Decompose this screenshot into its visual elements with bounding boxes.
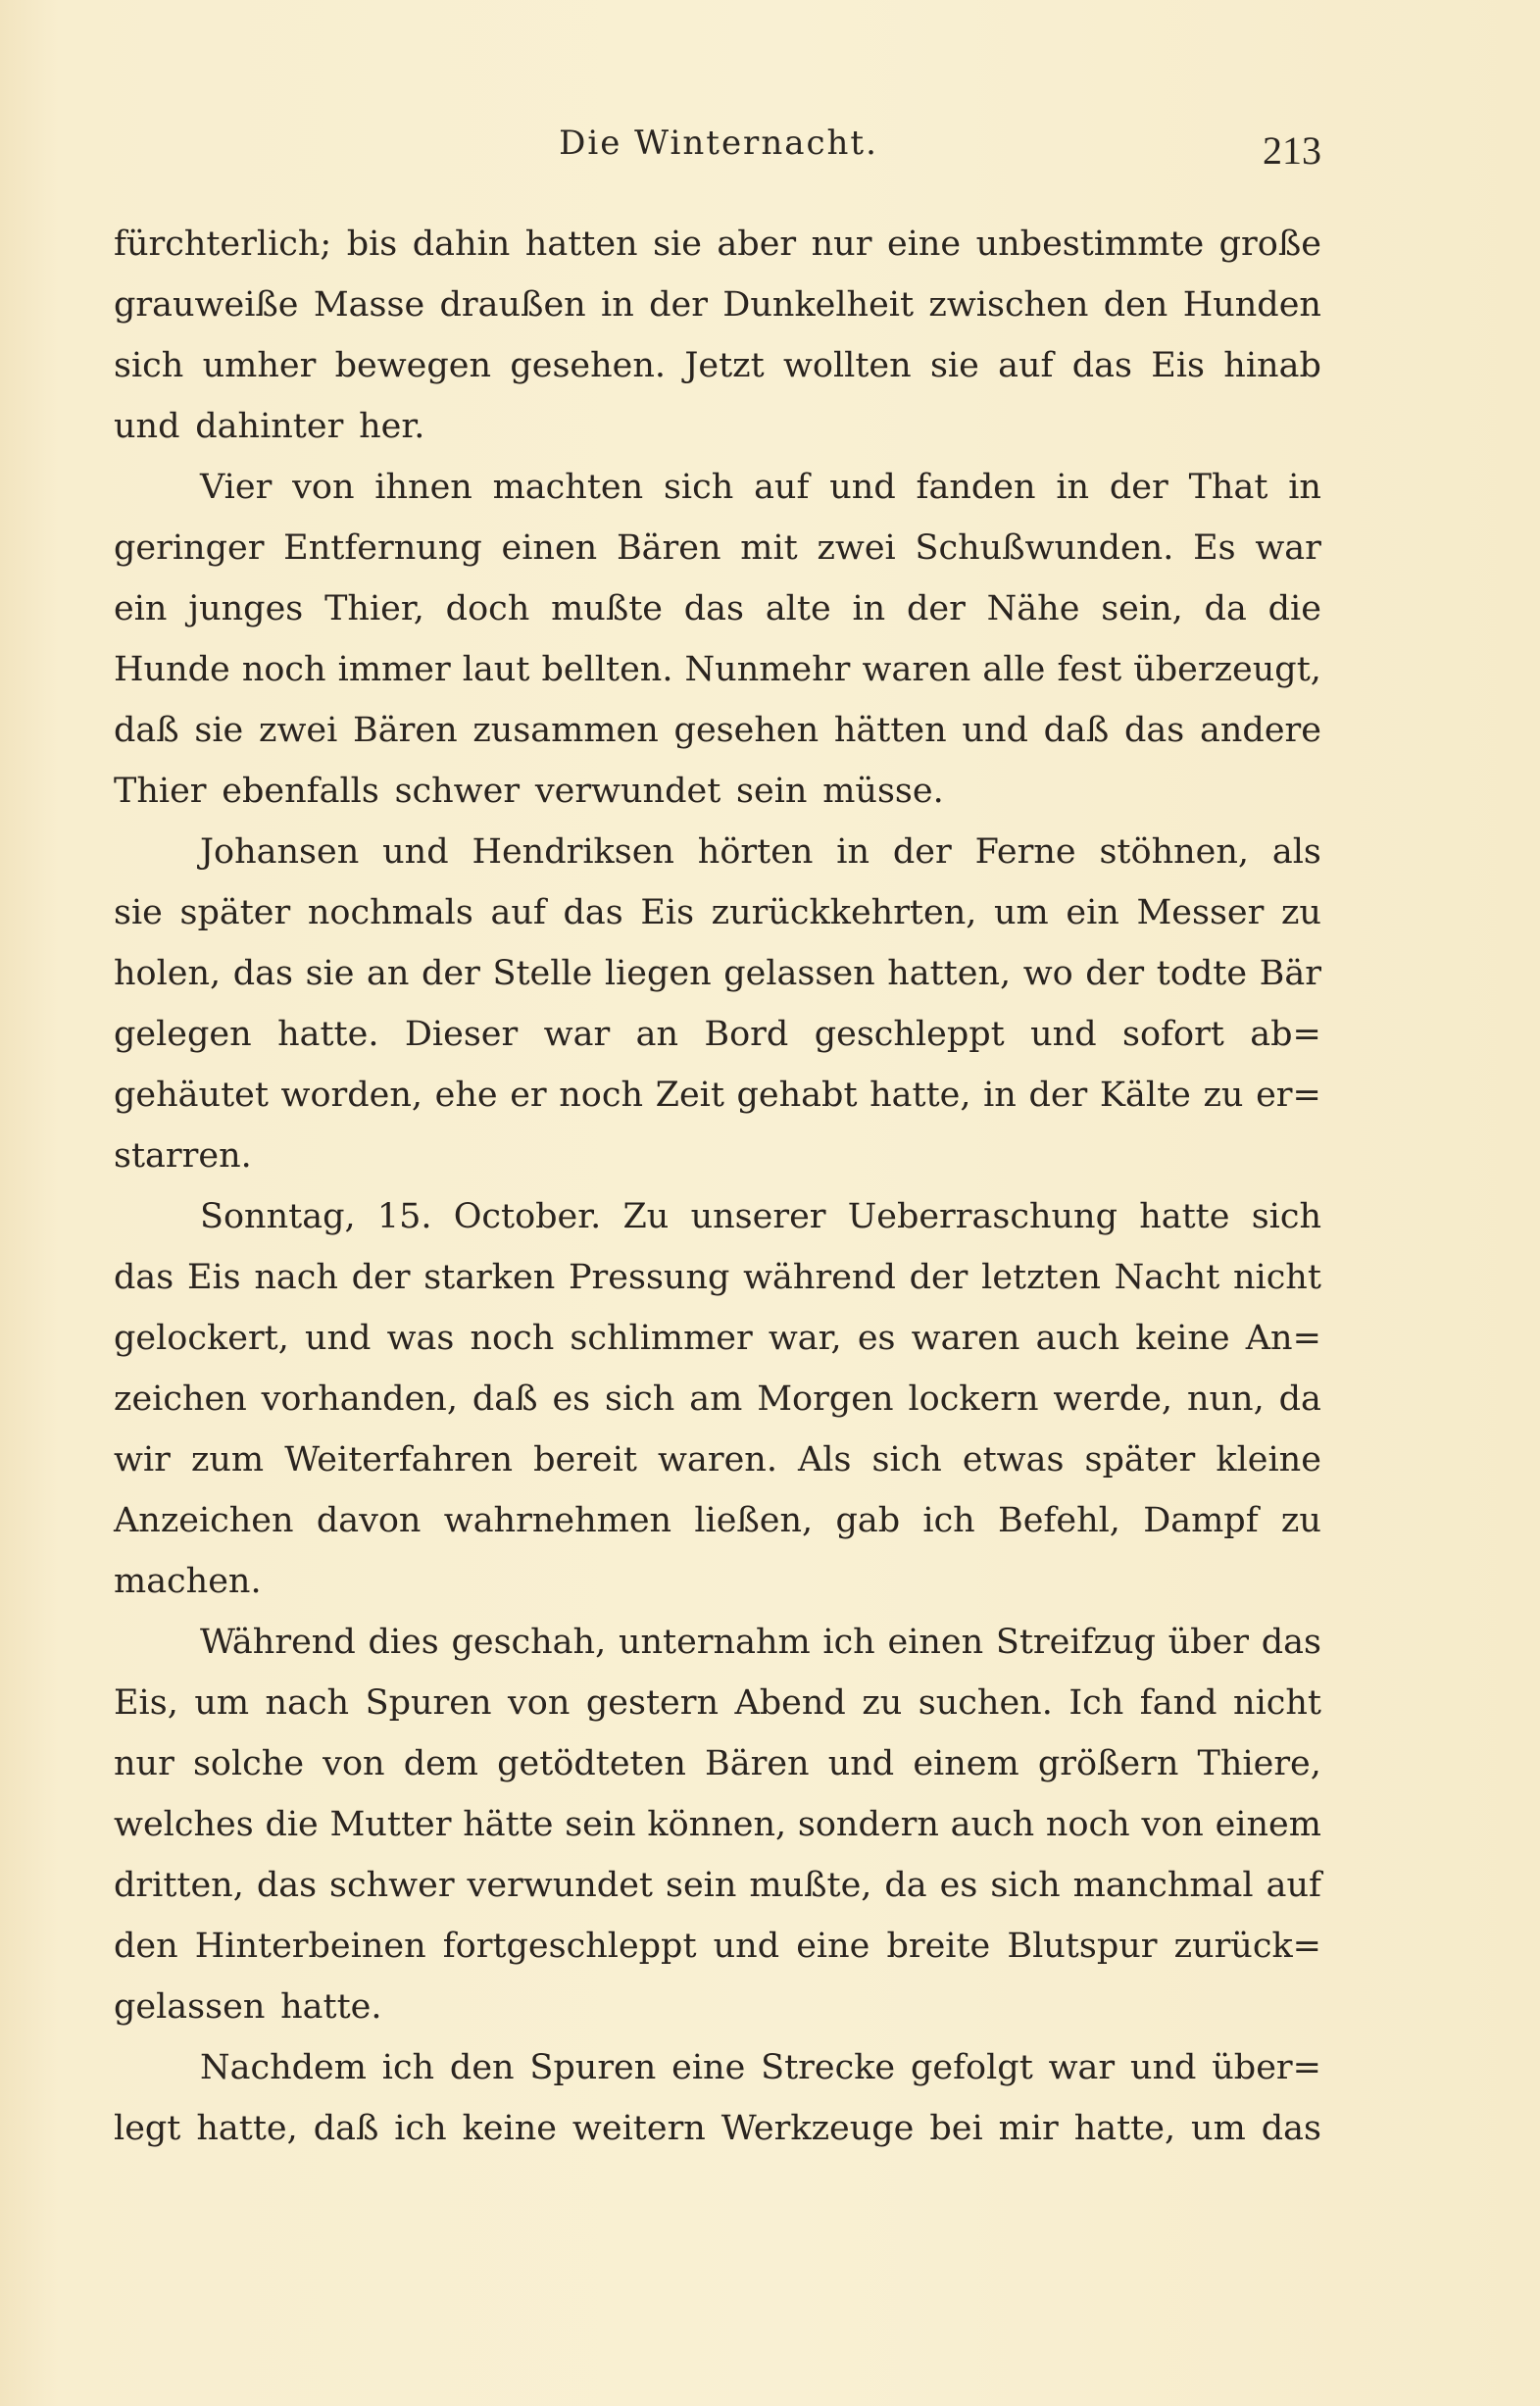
text-line: Anzeichen davon wahrnehmen ließen, gab ich Befehl, Dampf zu [114, 1501, 1321, 1540]
text-line: das Eis nach der starken Pressung während der letzten Nacht nicht [114, 1258, 1321, 1297]
page-number: 213 [1263, 128, 1321, 173]
text-line: daß sie zwei Bären zusammen gesehen hätten und daß das andere [114, 711, 1321, 750]
text-line: gelassen hatte. [114, 1987, 382, 2027]
text-line: wir zum Weiterfahren bereit waren. Als sich etwas später kleine [114, 1440, 1321, 1479]
text-line: holen, das sie an der Stelle liegen gelassen hatten, wo der todte Bär [114, 954, 1321, 993]
text-line: gehäutet worden, ehe er noch Zeit gehabt hatte, in der Kälte zu er= [114, 1076, 1321, 1115]
body-text [114, 214, 1321, 2159]
text-line: zeichen vorhanden, daß es sich am Morgen lockern werde, nun, da [114, 1379, 1321, 1419]
text-line: welches die Mutter hätte sein können, sondern auch noch von einem [114, 1805, 1321, 1844]
text-line: sie später nochmals auf das Eis zurückkehrten, um ein Messer zu [114, 893, 1321, 932]
page-header [116, 116, 1321, 175]
text-line: Hunde noch immer laut bellten. Nunmehr waren alle fest überzeugt, [114, 650, 1321, 689]
text-line: nur solche von dem getödteten Bären und einem größern Thiere, [114, 1744, 1321, 1783]
text-line: legt hatte, daß ich keine weitern Werkzeuge bei mir hatte, um das [114, 2109, 1321, 2148]
text-line: gelockert, und was noch schlimmer war, es waren auch keine An= [114, 1319, 1321, 1358]
text-line: machen. [114, 1562, 262, 1601]
text-line: Thier ebenfalls schwer verwundet sein müsse. [114, 772, 944, 811]
text-line: fürchterlich; bis dahin hatten sie aber nur eine unbestimmte große [114, 225, 1321, 264]
text-line: dritten, das schwer verwundet sein mußte, da es sich manchmal auf [114, 1866, 1321, 1905]
text-line: geringer Entfernung einen Bären mit zwei Schußwunden. Es war [114, 528, 1321, 568]
text-line: starren. [114, 1136, 252, 1176]
text-line: den Hinterbeinen fortgeschleppt und eine breite Blutspur zurück= [114, 1927, 1321, 1966]
text-line: Während dies geschah, unternahm ich einen Streifzug über das [200, 1623, 1321, 1662]
text-line: Johansen und Hendriksen hörten in der Ferne stöhnen, als [200, 832, 1321, 872]
text-line: sich umher bewegen gesehen. Jetzt wollten sie auf das Eis hinab [114, 346, 1321, 385]
text-line: Nachdem ich den Spuren eine Strecke gefolgt war und über= [200, 2048, 1321, 2087]
text-line: Vier von ihnen machten sich auf und fanden in der That in [200, 468, 1321, 507]
text-line: gelegen hatte. Dieser war an Bord geschleppt und sofort ab= [114, 1015, 1321, 1054]
running-title: Die Winternacht. [559, 124, 878, 163]
text-line: Eis, um nach Spuren von gestern Abend zu suchen. Ich fand nicht [114, 1683, 1321, 1723]
text-line: ein junges Thier, doch mußte das alte in der Nähe sein, da die [114, 589, 1321, 628]
text-line: und dahinter her. [114, 407, 425, 446]
text-line: Sonntag, 15. October. Zu unserer Ueberraschung hatte sich [200, 1197, 1321, 1236]
text-line: grauweiße Masse draußen in der Dunkelheit zwischen den Hunden [114, 285, 1321, 325]
